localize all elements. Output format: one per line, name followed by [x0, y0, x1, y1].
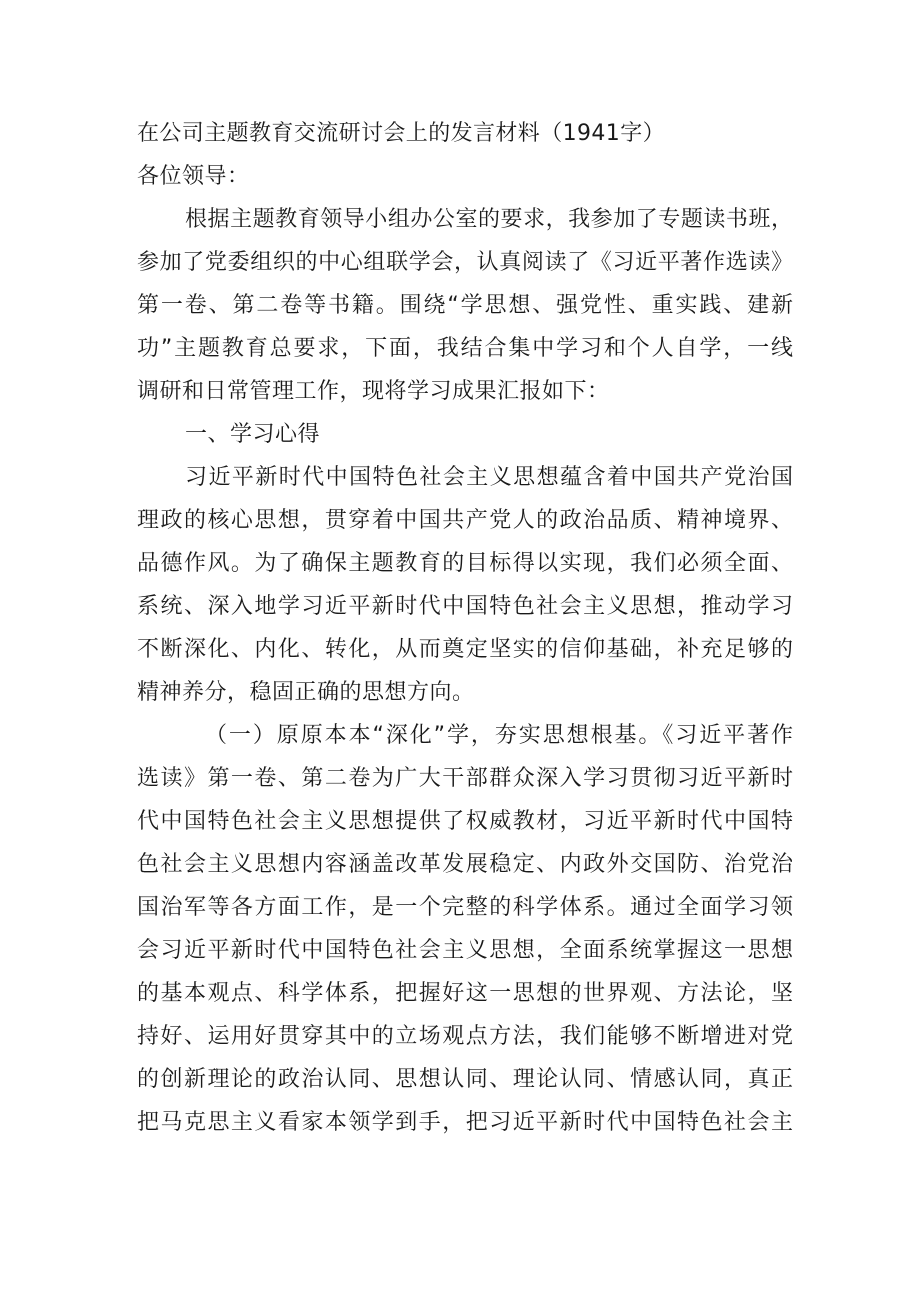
section-paragraph-line: 品德作风。为了确保主题教育的目标得以实现，我们必须全面、	[137, 551, 793, 576]
subsection-paragraph-line: 的基本观点、科学体系，把握好这一思想的世界观、方法论，坚	[137, 981, 793, 1006]
intro-paragraph-line: 第一卷、第二卷等书籍。围绕“学思想、强党性、重实践、建新	[137, 293, 793, 318]
intro-paragraph-line: 根据主题教育领导小组办公室的要求，我参加了专题读书班，	[185, 207, 793, 232]
document-title: 在公司主题教育交流研讨会上的发言材料（1941字）	[137, 121, 665, 146]
section-heading: 一、学习心得	[185, 422, 321, 447]
section-paragraph-line: 习近平新时代中国特色社会主义思想蕴含着中国共产党治国	[185, 465, 793, 490]
section-paragraph-line: 系统、深入地学习近平新时代中国特色社会主义思想，推动学习	[137, 594, 793, 619]
subsection-paragraph-line: （一）原原本本“深化”学，夯实思想根基。《习近平著作	[205, 723, 793, 748]
subsection-paragraph-line: 选读》第一卷、第二卷为广大干部群众深入学习贯彻习近平新时	[137, 766, 793, 791]
subsection-paragraph-line: 国治军等各方面工作，是一个完整的科学体系。通过全面学习领	[137, 895, 793, 920]
subsection-paragraph-line: 代中国特色社会主义思想提供了权威教材，习近平新时代中国特	[137, 809, 793, 834]
section-paragraph-line: 理政的核心思想，贯穿着中国共产党人的政治品质、精神境界、	[137, 508, 793, 533]
subsection-paragraph-line: 把马克思主义看家本领学到手，把习近平新时代中国特色社会主	[137, 1110, 793, 1135]
section-paragraph-line: 精神养分，稳固正确的思想方向。	[137, 680, 475, 705]
intro-paragraph-line: 参加了党委组织的中心组联学会，认真阅读了《习近平著作选读》	[137, 250, 793, 275]
section-paragraph-line: 不断深化、内化、转化，从而奠定坚实的信仰基础，补充足够的	[137, 637, 793, 662]
subsection-paragraph-line: 持好、运用好贯穿其中的立场观点方法，我们能够不断增进对党	[137, 1024, 793, 1049]
subsection-paragraph-line: 色社会主义思想内容涵盖改革发展稳定、内政外交国防、治党治	[137, 852, 793, 877]
intro-paragraph-line: 功”主题教育总要求，下面，我结合集中学习和个人自学，一线	[137, 336, 793, 361]
subsection-paragraph-line: 会习近平新时代中国特色社会主义思想，全面系统掌握这一思想	[137, 938, 793, 963]
salutation: 各位领导：	[137, 164, 250, 189]
subsection-paragraph-line: 的创新理论的政治认同、思想认同、理论认同、情感认同，真正	[137, 1067, 793, 1092]
intro-paragraph-line: 调研和日常管理工作，现将学习成果汇报如下：	[137, 379, 610, 404]
